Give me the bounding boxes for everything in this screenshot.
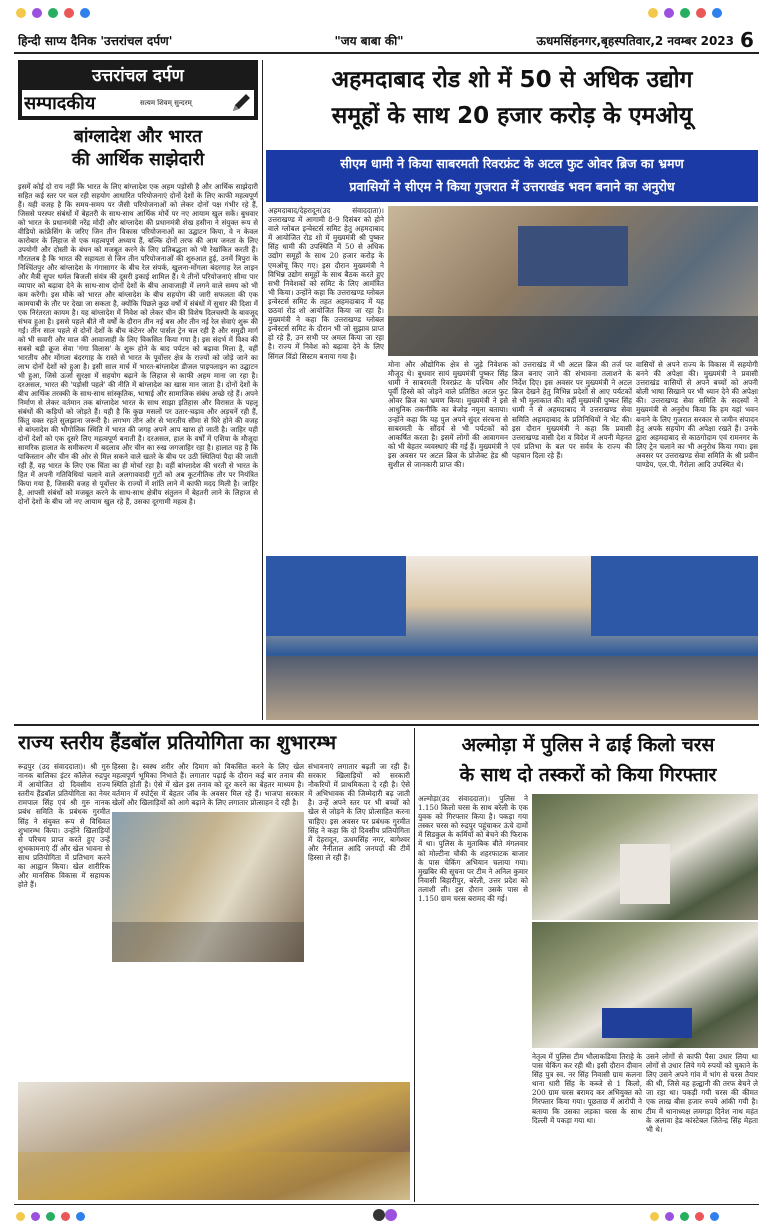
- sports-photo-shade: [112, 922, 304, 962]
- lead-photo-meeting: [266, 556, 758, 720]
- lead-photo-banner-left: [266, 556, 406, 636]
- editorial-headline-line2: की आर्थिक साझेदारी: [71, 150, 205, 170]
- dot-yellow: [650, 1212, 659, 1221]
- dot-purple: [665, 1212, 674, 1221]
- lead-photo-shade: [388, 316, 758, 356]
- dot-blue: [712, 8, 722, 18]
- editorial-body: इसमें कोई दो राय नहीं कि भारत के लिए बांग्लादेश एक अहम पड़ोसी है और आर्थिक साझेदारी सहित कई स्तर पर चल रही सहयोग आधारित परियोजनाएं दोनों देशों के लिए काफी महत्वपूर्ण हैं। यही वजह है कि समय-समय पर जैसी परियोजनाओं को लेकर दोनों पक्ष गंभीर रहे हैं, जिससे परस्पर संबंधों में बेहतरी के साथ-साथ आर्थिक मोर्चे पर नए आयाम खुल सकें। बुधवार को भारत के प्रधानमंत्री नरेंद्र मोदी और बांग्लादेश की प्रधानमंत्री शेख हसीना ने संयुक्त रूप से वीडियो कांफ्रेंसिंग के जरिए जिन तीन विकास परियोजनाओं का उद्घाटन किया, वे न केवल कारोबार के लिहाज से एक महत्वपूर्ण अध्याय हैं, बल्कि दोनों तरफ की आम जनता के लिए उपयोगी और दोस्ती के बंधन को मजबूत करने के लिए प्रतिबद्धता को भी रेखांकित करती हैं। गौरतलब है कि भारत की सहायता से जिन तीन परियोजनाओं की शुरुआत हुई, उनमें त्रिपुरा के निश्चिंतपुर और बांग्लादेश के गंगासागर के बीच रेल संपर्क, खुलना-मोंगला बंदरगाह रेल लाइन और मैत्री सुपर थर्मल बिजली संयंत्र की दूसरी इकाई शामिल हैं। ये तीनों परियोजनाएं सीमा पार व्यापार को बढ़ावा देने के साथ-साथ दोनों देशों के बीच आवाजाही में लगने वाले समय को भी कम करेंगी। इस मौके को भारत और बांग्लादेश के बीच सहयोग की जारी सफलता की एक कामयाबी के तौर पर देखा जा सकता है, क्योंकि पिछले कुछ वर्षों में संबंधों में सुधार की दिशा में एक निरंतरता कायम है। यह बांग्लादेश में निवेश को लेकर चीन की विशेष दिलचस्पी के बावजूद संभव हुआ है। इससे पहले बीते नौ वर्षों के दौरान तीन नई बस और तीन नई रेल सेवाएं शुरू की गईं। तीन साल पहले से दोनों देशों के बीच कंटेनर और पार्सल ट्रेन चल रही है और समुद्री मार्ग को भी सवारी और माल की आवाजाही के लिए विकसित किया गया है। इस संदर्भ में विश्व की सबसे बड़ी क्रूज सेवा 'गंगा विलास' के शुरू होने के बाद पर्यटन को बढ़ावा मिला है, वहीं भारतीय और मोंगला बंदरगाह के रास्ते से भारत के पूर्वोत्तर क्षेत्र के राज्यों को जोड़े जाने का लाभ दोनों देशों को हुआ है। इसी साल मार्च में भारत-बांग्लादेश डीजल पाइपलाइन का उद्घाटन भी हुआ, जिसे ऊर्जा सुरक्षा में सहयोग बढ़ाने के लिहाज से काफी अहम माना जा रहा है। दरअसल, भारत की 'पड़ोसी पहले' की नीति में बांग्लादेश का खास मान जाता है। दोनों देशों के बीच आर्थिक तरक्की के साथ-साथ सांस्कृतिक, भाषाई और सामाजिक संबंध अच्छे रहे हैं। अपने निर्माण से लेकर वर्तमान तक बांग्लादेश भारत के साथ साझा इतिहास और विरासत के पहलू संबंधों की कड़ियों को जोड़ते हैं। यही है कि कुछ मसलों पर उतार-चढ़ाव और अड़चनें रही हैं, किंतु वक्त रहते सुलझाना जरूरी है। लगभग तीन ओर से भारतीय सीमा से घिरे होने की वजह से बांग्लादेश की भौगोलिक स्थिति में भारत की जगह अपने आप खास हो जाती है। जाहिर यही दोनों देशों को एक दूसरे लिए महत्वपूर्ण बनाती है। दरअसल, हाल के वर्षों में एशिया के मौजूदा सामरिक हालात के समीकरण में बदलाव और चीन का रुख जगजाहिर रहा है। हालात यह है कि पाकिस्तान और चीन की ओर से मिल सकने वाले खतरे के बीच पर उठी स्थितियां पैदा की जाती रही हैं, वह भारत के लिए एक चिंता का ही मोर्चा रहा है। वहीं बांग्लादेश की धरती से भारत के हित में अपनी गतिविधियां चलाने वाले अलगाववादी गुटों को अब कूटनीतिक तौर पर नियंत्रित किया गया है, जिसकी वजह से पूर्वोत्तर के राज्यों में शांति लाने में काफी मदद मिली है। जाहिर है, आपसी संबंधों को मजबूत करने के साथ-साथ क्षेत्रीय संतुलन में बेहतरी लाने के लिहाज से दोनों देशों के बीच जो नए आयाम खुल रहे हैं, उसका दूरगामी महत्व है।: [18, 182, 258, 506]
- lead-headline: [266, 62, 758, 134]
- footer-left-dots: [16, 1210, 126, 1222]
- dot-red: [696, 8, 706, 18]
- sports-col-3: संभावनाएं लगातार बढ़ती जा रही हैं। सरकार खिलाड़ियों को सरकारी नौकरियों में प्राथमिकता दे रही है। ऐसे में अभिभावक की जिम्मेदारी बढ़ जाती है। उन्हें अपने स्तर पर भी बच्चों को खेल से जोड़ने के लिए प्रोत्साहित करना चाहिए। इस अवसर पर प्रबंधक गुरमीत सिंह ने कहा कि दो दिवसीय प्रतियोगिता में देहरादून, ऊधमसिंह नगर, बागेश्वर और नैनीताल आदि जनपदों की टीमें हिस्सा ले रही हैं।: [308, 762, 410, 862]
- crime-headline-line1: अल्मोड़ा में पुलिस ने ढाई किलो चरस: [461, 734, 715, 756]
- dot-blue: [80, 8, 90, 18]
- masthead: [14, 28, 759, 54]
- crime-photo-2-table: [602, 1008, 692, 1038]
- sports-col-1: रूद्रपुर (उद संवाददाता)। श्री गुरु नानक बालिका इंटर कॉलेज रुद्रपुर में आयोजित दो दिवसीय राज्य स्तरीय हैंडबॉल प्रतियोगिता का नेयर रामपाल सिंह एवं श्री गुरु नानक प्रबंध समिति के प्रबंधक गुरमीत सिंह ने संयुक्त रूप से विधिवत शुभारम्भ किया। उन्होंने खिलाड़ियों से परिचय प्राप्त करते हुए उन्हें शुभकामनाएं दीं और खेल भावना से साथ प्रतियोगिता में प्रतिभाग करने का आह्वान किया। खेल शारीरिक और मानसिक विकास में सहायक होते हैं।: [18, 762, 110, 890]
- dot-blue: [76, 1212, 85, 1221]
- dot-purple: [32, 8, 42, 18]
- editorial-brand: [18, 60, 258, 120]
- top-left-dots: [16, 6, 136, 20]
- dot-purple: [664, 8, 674, 18]
- lead-photo-ceremony: [388, 206, 758, 356]
- top-right-dots: [648, 6, 763, 20]
- column-divider-2: [414, 728, 415, 1202]
- dot-green: [680, 1212, 689, 1221]
- dot-red: [64, 8, 74, 18]
- crime-col-1: अल्मोड़ा(उद संवाददाता)। पुलिस ने 1.150 किलो चरस के साथ बरेली के एक युवक को गिरफ्तार किया है। पकड़ा गया तस्कर चरस को रुद्रपुर पहुंचाकर ऊंचे दामों में सिडकुल के कर्मियों को बेचने की फिराक में था। पुलिस के मुताबिक बीते मंगलवार को मोल्टीना चौकी के शहरफाटक बाजार के पास चेकिंग अभियान चलाया गया। मुखबिर की सूचना पर टीम ने अनिल कुमार निवासी बिहारीपुर, बरेली, उत्तर प्रदेश को तलाशी ली। इस दौरान उसके पास से 1.150 ग्राम चरस बरामद की गई।: [418, 794, 528, 904]
- footer-rule: [14, 1204, 759, 1205]
- footer-logo-icon: [372, 1208, 398, 1222]
- sports-photo-team: [18, 1082, 410, 1200]
- lead-subhead-1: सीएम धामी ने किया साबरमती रिवरफ्रंट के अटल फुट ओवर ब्रिज का भ्रमण: [340, 156, 684, 171]
- crime-photo-1-evidence: [620, 844, 670, 904]
- column-divider: [262, 60, 263, 720]
- dot-yellow: [16, 8, 26, 18]
- lead-subhead-banner: [266, 150, 758, 202]
- masthead-center: "जय बाबा की": [334, 34, 404, 48]
- sports-photo-inauguration: [112, 812, 304, 962]
- sports-col-2-top: हिस्सा है। स्वस्थ शरीर और दिमाग को विकसित करने के लिए खेल महत्वपूर्ण भूमिका निभाते हैं। लगातार पढ़ाई के दौरान कई बार तनाव की स्थिति होती है। ऐसे में खेल इस तनाव को दूर करने का बेहतर माध्यम है। वर्तमान में स्पोर्ट्स में बेहतर जॉब के अवसर मिल रहे हैं। भाजपा सरकार खेलों और खिलाड़ियों को आगे बढ़ाने के लिए लगातार प्रोत्साहन दे रही है।: [112, 762, 304, 808]
- lead-col-2: मोना और औद्योगिक क्षेत्र से जुड़े निवेशक मौजूद थे। बुधवार सायं मुख्यमंत्री पुष्कर सिंह धामी ने साबरमती रिवरफ्रंट के पश्चिम और पूर्वी हिस्से को जोड़ने वाले प्रतिष्ठित अटल फुट ओवर ब्रिज का भ्रमण किया। मुख्यमंत्री ने इसे आधुनिक तकनीकि का बेजोड़ नमूना बताया। उन्होंने कहा कि यह पुल अपने सुंदर संरचना से साबरमती के सौंदर्य से भी पर्यटकों को आकर्षित करता है। इसमें लोगों की आवागमन को भी बेहतर व्यवस्थाएं की गई हैं। मुख्यमंत्री ने इस अवसर पर अटल ब्रिज के प्रोजेक्ट हेड श्री सुशील से जानकारी प्राप्त की।: [388, 360, 508, 470]
- crime-col-2: नेतृत्व में पुलिस टीम भौलाकडिया तिराहे के पास चेकिंग कर रही थी। इसी दौरान दीवान सिंह पुत्र स्व. नर सिंह निवासी ग्राम कलना थाना धारी सिंह के कब्जे से 1 किलो, 200 ग्राम चरस बरामद कर अभियुक्त को गिरफ्तार किया गया। पूछताछ में आरोपी ने बताया कि उसका लड़का चरस के साथ दिल्ली में पकड़ा गया था।: [532, 1052, 642, 1125]
- lead-photo-screen: [518, 226, 628, 286]
- crime-photo-1: [532, 794, 758, 920]
- editorial-brand-bottom: सम्पादकीय: [24, 93, 96, 114]
- lead-col-3: को उत्तराखंड में भी अटल ब्रिज की तर्ज पर ब्रिज बनाए जाने की संभावना तलाशने के निर्देश दिए। इस अवसर पर मुख्यमंत्री ने अटल ब्रिज देखने हेतु विभिन्न प्रदेशों से आए पर्यटकों से भी मुलाकात की। वहीं मुख्यमंत्री पुष्कर सिंह धामी ने से अहमदाबाद में उत्तराखण्ड सेवा समिति अहमदाबाद के प्रतिनिधियों ने भेंट की। इस दौरान मुख्यमंत्री ने कहा कि प्रवासी उत्तराखण्ड वासी देश व विदेश में अपनी मेहनत एवं प्रतिभा के बल पर सर्वत्र के राज्य की पहचान दिला रहे हैं।: [512, 360, 632, 460]
- lead-photo-crowd: [266, 656, 758, 720]
- dot-red: [61, 1212, 70, 1221]
- page-number: 6: [740, 28, 754, 52]
- dot-green: [48, 8, 58, 18]
- masthead-left: हिन्दी साप्य दैनिक 'उत्तरांचल दर्पण': [18, 34, 173, 48]
- lead-col-4: वासियों से अपने राज्य के विकास में सहयोगी बनने की अपेक्षा की। मुख्यमंत्री ने प्रवासी उत्तराखंड वासियों से अपने बच्चों को अपनी बोली भाषा सिखाने पर भी ध्यान देने की अपेक्षा की। उत्तराखण्ड सेवा समिति के सदस्यों ने मुख्यमंत्री से अनुरोध किया कि हम यहां भवन बनाने के लिए गुजरात सरकार से जमीन संपादन हेतु अपके सहयोग की अपेक्षा रखते हैं। उनके द्वारा अहमदाबाद से काठगोदाम एवं रामनगर के लिए ट्रेन चलाने का भी अनुरोध किया गया। इस अवसर पर उत्तराखण्ड सेवा समिति के श्री प्रवीन पाण्डेय, एल.पी. गैरोला आदि उपस्थित थे।: [636, 360, 758, 470]
- dot-green: [46, 1212, 55, 1221]
- dot-blue: [710, 1212, 719, 1221]
- dot-purple: [31, 1212, 40, 1221]
- editorial-brand-top: उत्तरांचल दर्पण: [92, 66, 184, 86]
- masthead-date: ऊधमसिंहनगर,बृहस्पतिवार,2 नवम्बर 2023: [536, 34, 734, 48]
- pen-icon: [230, 92, 252, 114]
- crime-col-3: उसने लोगों से काफी पैसा उधार लिया था लोगों से उधार लिये गये रुपयों को चुकाने के लिए उसने अपने गांव में भांग से चरस तैयार की थी, जिसे वह हल्द्वानी की तरफ बेचने ले जा रहा था। पकड़ी गयी चरस की कीमत एक लाख बीस हजार रुपये आंकी गयी है। टीम में थानाध्यक्ष लमगड़ा दिनेश नाथ महंत के अलावा हेड कांस्टेबल जितेन्द्र सिंह मेहता भी थे।: [646, 1052, 758, 1134]
- lead-col-1: अहमदाबाद/देहरादून(उद संवाददाता)। उत्तराखण्ड में आगामी 8-9 दिसंबर को होने वाले ग्लोबल इन्वेस्टर्स समिट हेतु अहमदाबाद में आयोजित रोड शो में मुख्यमंत्री श्री पुष्कर सिंह धामी की उपस्थिति में 50 से अधिक उद्योग समूहों के साथ 20 हजार करोड़ के एमओयू किए गए। इस दौरान मुख्यमंत्री ने विभिन्न उद्योग समूहों के साथ बैठक करते हुए सभी निवेशकों को समिट के लिए आमंत्रित भी किया। उन्होंने कहा कि उत्तराखण्ड ग्लोबल इन्वेस्टर्स समिट के तहत अहमदाबाद में यह छठवां रोड शो आयोजित किया जा रहा है। मुख्यमंत्री ने कहा कि उत्तराखण्ड ग्लोबल इन्वेस्टर्स समिट के दौरान भी जो सुझाव प्राप्त हो रहे हैं, उन सभी पर अमल किया जा रहा है। राज्य में निवेश को बढ़ावा देने के लिए सिंगल विंडो सिस्टम बनाया गया है।: [268, 206, 384, 361]
- dot-green: [680, 8, 690, 18]
- lead-subhead-2: प्रवासियों ने सीएम ने किया गुजरात में उत्तराखंड भवन बनाने का अनुरोध: [349, 179, 675, 194]
- crime-headline: [418, 730, 758, 790]
- sports-photo-ground: [18, 1152, 410, 1200]
- dot-yellow: [16, 1212, 25, 1221]
- crime-headline-line2: के साथ दो तस्करों को किया गिरफ्तार: [459, 764, 717, 786]
- sports-headline: राज्य स्तरीय हैंडबॉल प्रतियोगिता का शुभारम्भ: [18, 731, 337, 754]
- dot-red: [695, 1212, 704, 1221]
- footer-right-dots: [650, 1210, 760, 1222]
- lead-headline-line2: समूहों के साथ 20 हजार करोड़ के एमओयू: [331, 103, 693, 129]
- editorial-tagline: सत्यम शिवम् सुन्दरम्: [140, 99, 192, 107]
- editorial-brand-strip: [22, 90, 254, 116]
- crime-photo-2: [532, 922, 758, 1048]
- section-divider: [14, 724, 759, 726]
- lead-headline-line1: अहमदाबाद रोड शो में 50 से अधिक उद्योग: [331, 67, 693, 93]
- editorial-headline: [18, 126, 258, 172]
- dot-yellow: [648, 8, 658, 18]
- editorial-headline-line1: बांग्लादेश और भारत: [73, 127, 203, 147]
- lead-photo-banner-right: [591, 556, 758, 636]
